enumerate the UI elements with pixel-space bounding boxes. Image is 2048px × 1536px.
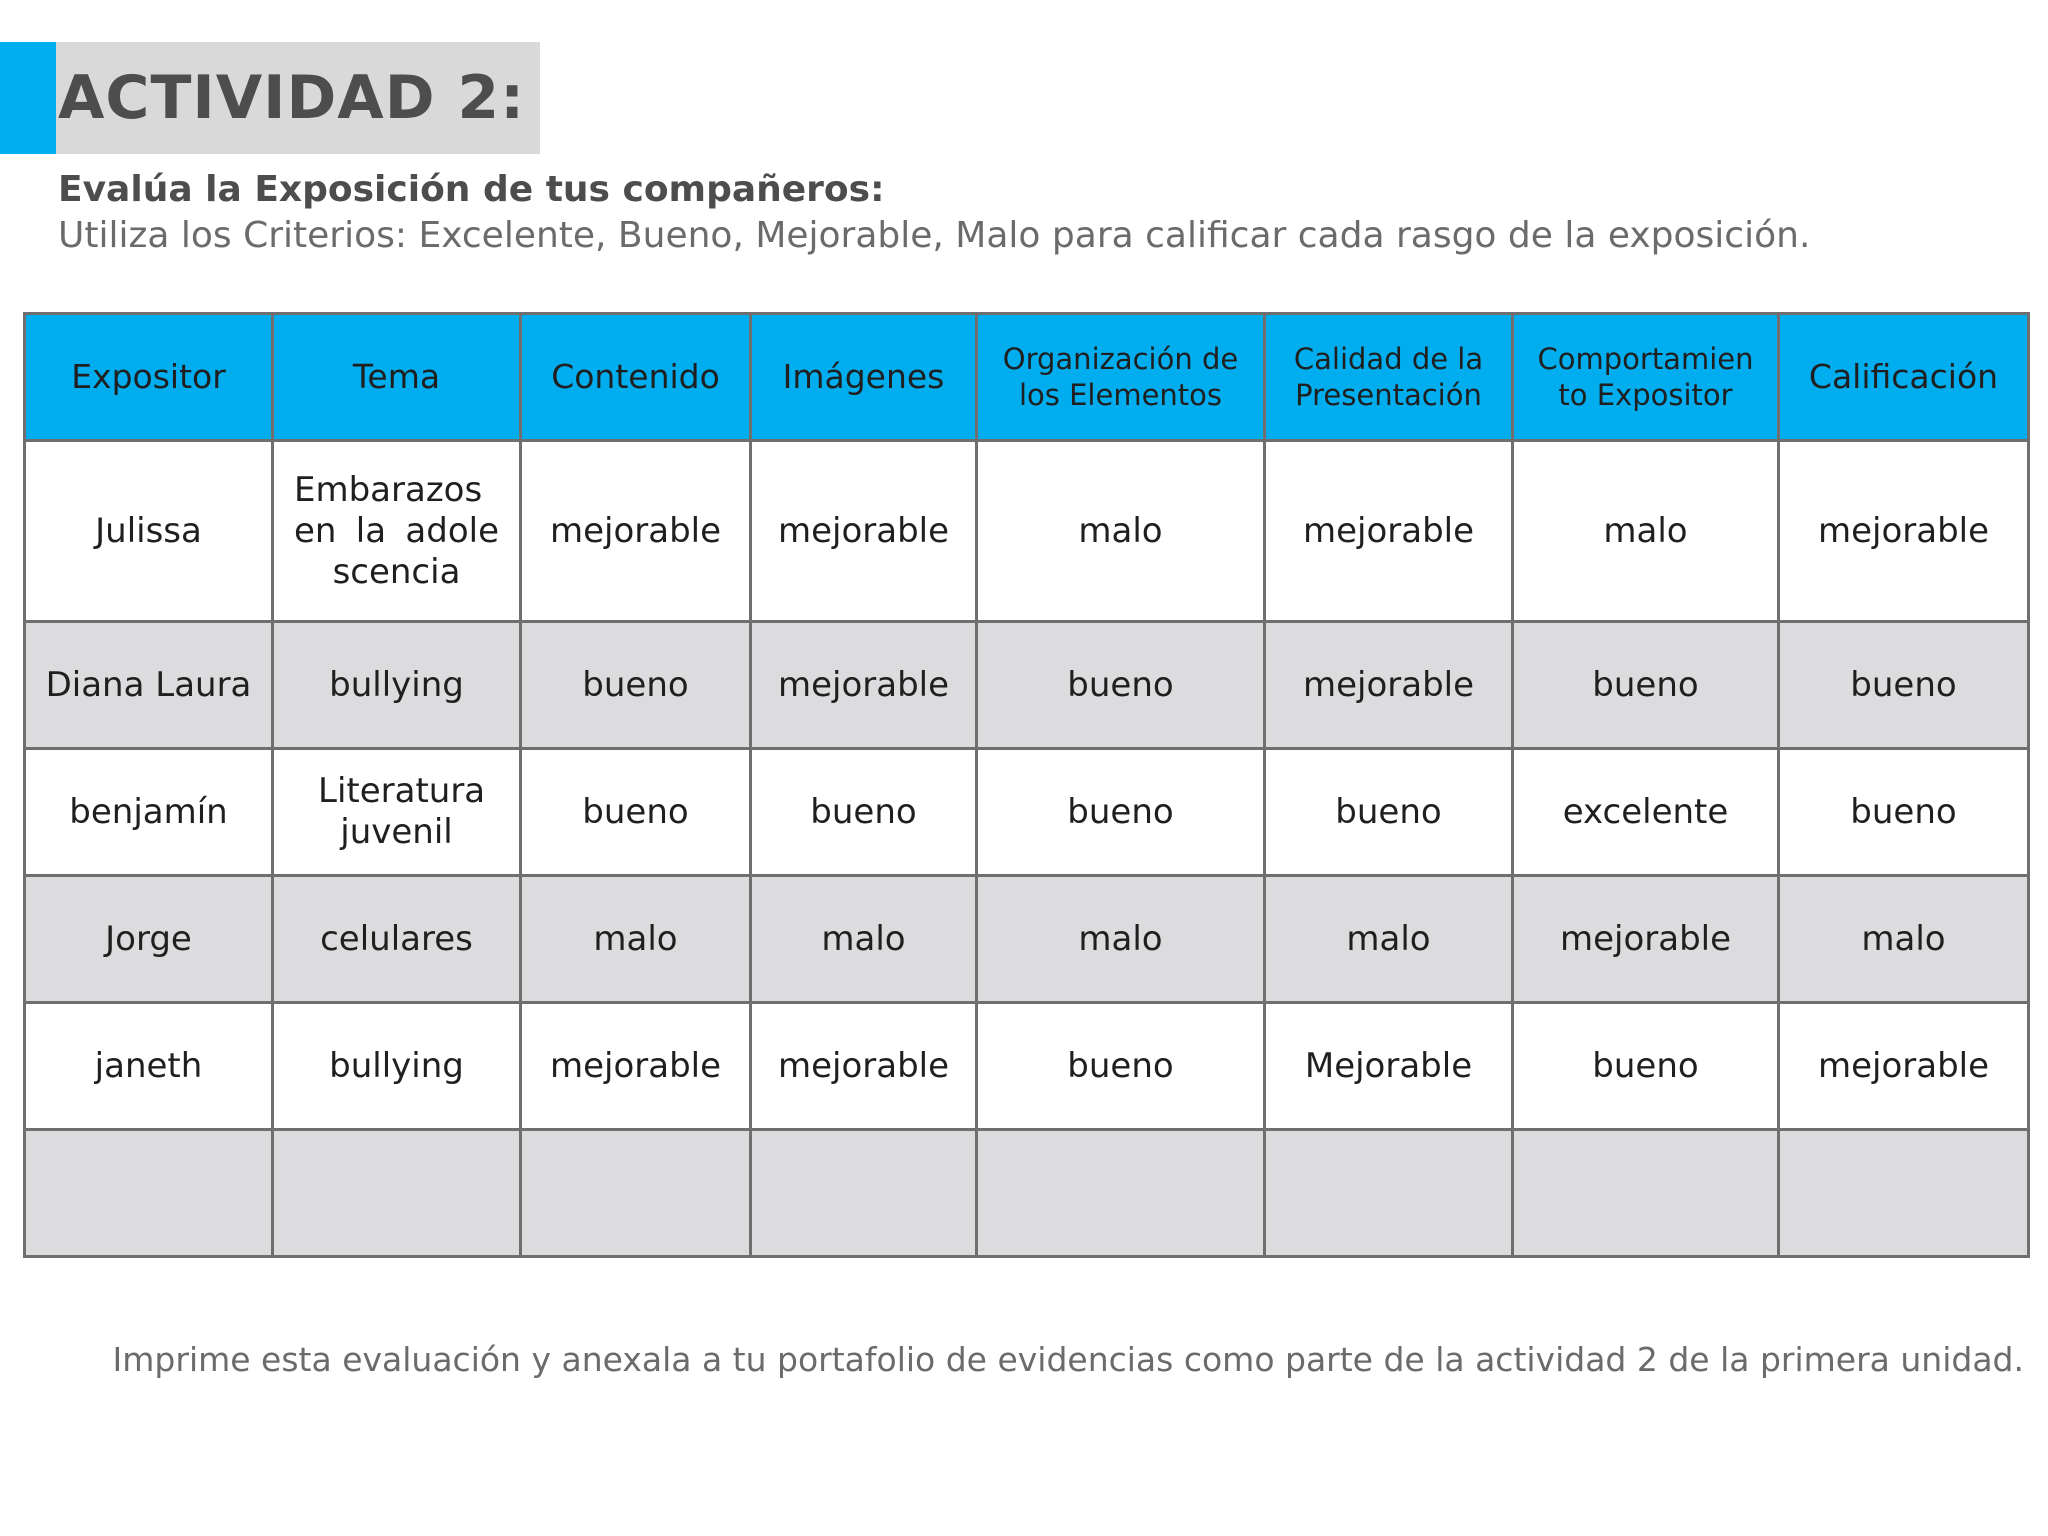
- cell-contenido: malo: [521, 876, 751, 1003]
- cell-contenido: bueno: [521, 622, 751, 749]
- cell-expositor: Julissa: [25, 441, 273, 622]
- cell-contenido: [521, 1130, 751, 1257]
- cell-comportamiento: excelente: [1513, 749, 1779, 876]
- cell-tema-text: Embarazos en la adolescencia: [294, 469, 499, 592]
- cell-contenido: mejorable: [521, 1003, 751, 1130]
- cell-organizacion: bueno: [977, 1003, 1265, 1130]
- cell-comportamiento: mejorable: [1513, 876, 1779, 1003]
- cell-comportamiento: bueno: [1513, 622, 1779, 749]
- cell-imagenes: malo: [751, 876, 977, 1003]
- column-header-expositor: Expositor: [25, 314, 273, 441]
- cell-expositor: benjamín: [25, 749, 273, 876]
- cell-calidad: bueno: [1265, 749, 1513, 876]
- cell-expositor: Jorge: [25, 876, 273, 1003]
- cell-tema: bullying: [273, 622, 521, 749]
- cell-comportamiento: [1513, 1130, 1779, 1257]
- cell-calidad: Mejorable: [1265, 1003, 1513, 1130]
- table-row: [25, 749, 2029, 876]
- cell-tema: [273, 749, 521, 876]
- cell-contenido: mejorable: [521, 441, 751, 622]
- cell-organizacion: malo: [977, 441, 1265, 622]
- table-row-empty: [25, 1130, 2029, 1257]
- cell-imagenes: bueno: [751, 749, 977, 876]
- column-header-contenido: Contenido: [521, 314, 751, 441]
- column-header-organizacion: Organización de los Elementos: [977, 314, 1265, 441]
- cell-organizacion: bueno: [977, 622, 1265, 749]
- cell-tema: celulares: [273, 876, 521, 1003]
- cell-expositor: [25, 1130, 273, 1257]
- table-row: [25, 622, 2029, 749]
- page-title: ACTIVIDAD 2:: [58, 63, 526, 133]
- cell-organizacion: malo: [977, 876, 1265, 1003]
- accent-bar: [0, 42, 56, 154]
- cell-organizacion: [977, 1130, 1265, 1257]
- cell-calidad: malo: [1265, 876, 1513, 1003]
- comportamiento-label: Comportamien to Expositor: [1537, 342, 1754, 412]
- cell-imagenes: mejorable: [751, 441, 977, 622]
- cell-calificacion: mejorable: [1779, 441, 2029, 622]
- column-header-comportamiento: [1513, 314, 1779, 441]
- evaluation-table: [23, 312, 2030, 1258]
- cell-comportamiento: malo: [1513, 441, 1779, 622]
- cell-calidad: mejorable: [1265, 441, 1513, 622]
- table-row: [25, 441, 2029, 622]
- cell-expositor: janeth: [25, 1003, 273, 1130]
- cell-imagenes: [751, 1130, 977, 1257]
- cell-tema: [273, 1130, 521, 1257]
- cell-contenido: bueno: [521, 749, 751, 876]
- instructions: Utiliza los Criterios: Excelente, Bueno, Mejorable, Malo para calificar cada rasgo de la exposición.: [58, 215, 1811, 256]
- cell-imagenes: mejorable: [751, 622, 977, 749]
- cell-calificacion: bueno: [1779, 749, 2029, 876]
- column-header-calidad: Calidad de la Presentación: [1265, 314, 1513, 441]
- subtitle: Evalúa la Exposición de tus compañeros:: [58, 169, 885, 210]
- column-header-imagenes: Imágenes: [751, 314, 977, 441]
- cell-calificacion: mejorable: [1779, 1003, 2029, 1130]
- column-header-calificacion: Calificación: [1779, 314, 2029, 441]
- table-header-row: [25, 314, 2029, 441]
- table-row: [25, 876, 2029, 1003]
- footer-note: Imprime esta evaluación y anexala a tu portafolio de evidencias como parte de la actividad 2 de la primera unidad.: [112, 1340, 2024, 1379]
- cell-organizacion: bueno: [977, 749, 1265, 876]
- cell-calidad: mejorable: [1265, 622, 1513, 749]
- cell-calificacion: malo: [1779, 876, 2029, 1003]
- cell-calificacion: [1779, 1130, 2029, 1257]
- cell-imagenes: mejorable: [751, 1003, 977, 1130]
- cell-comportamiento: bueno: [1513, 1003, 1779, 1130]
- cell-tema: bullying: [273, 1003, 521, 1130]
- cell-expositor: Diana Laura: [25, 622, 273, 749]
- cell-calidad: [1265, 1130, 1513, 1257]
- table-row: [25, 1003, 2029, 1130]
- column-header-tema: Tema: [273, 314, 521, 441]
- cell-calificacion: bueno: [1779, 622, 2029, 749]
- cell-tema: [273, 441, 521, 622]
- cell-tema-text: Literatura juvenil: [318, 771, 486, 852]
